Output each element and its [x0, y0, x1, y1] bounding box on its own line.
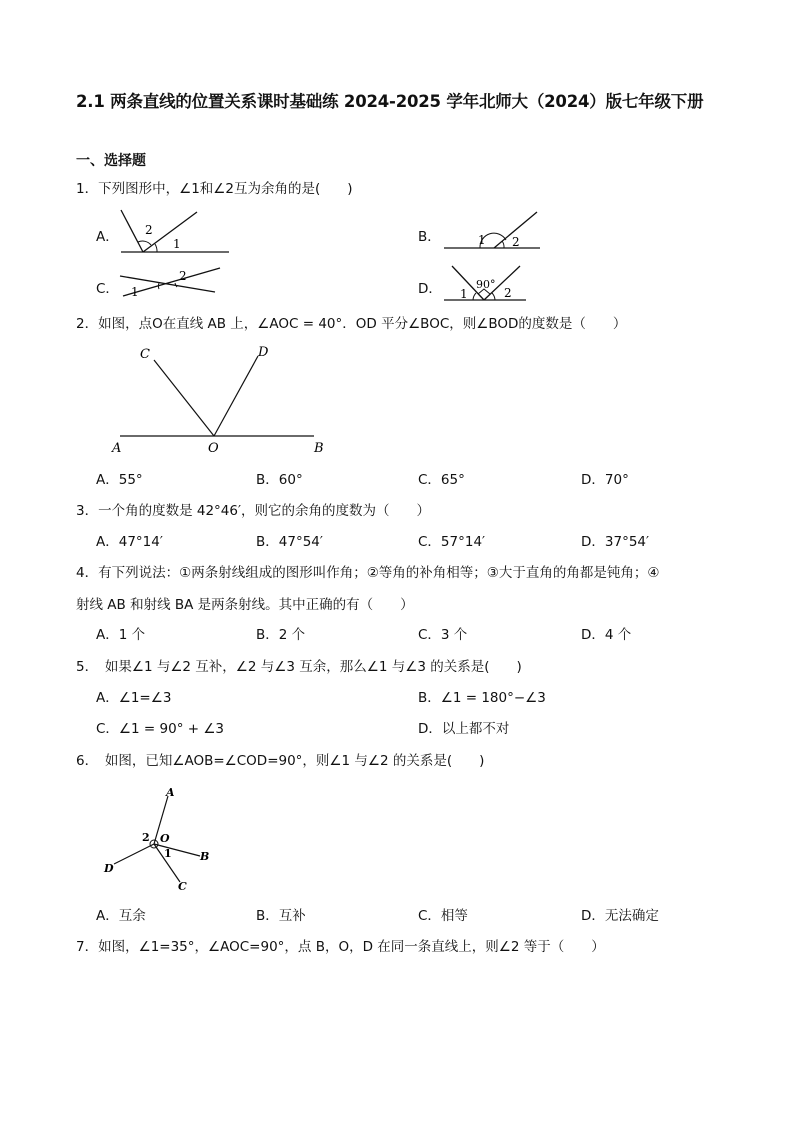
angle-arc-1	[155, 244, 157, 252]
ray-oc	[154, 360, 214, 436]
q6-figure	[96, 782, 226, 898]
angle-label-1: 1	[173, 237, 181, 251]
question-3-stem: 3．一个角的度数是 42°46′，则它的余角的度数为（ ）	[76, 503, 431, 519]
question-6-stem: 6． 如图，已知∠AOB=∠COD=90°，则∠1 与∠2 的关系是( )	[76, 753, 485, 769]
q4-option-a[interactable]: A．1 个	[96, 627, 146, 643]
question-4-stem-line2: 射线 AB 和射线 BA 是两条射线。其中正确的有（ ）	[76, 597, 414, 613]
q5-option-b[interactable]: B．∠1 = 180°−∠3	[418, 690, 546, 706]
q6-option-c[interactable]: C．相等	[418, 908, 468, 924]
q3-option-a[interactable]: A．47°14′	[96, 534, 163, 550]
angle-label-1: 1	[131, 285, 139, 299]
q6-option-b[interactable]: B．互补	[256, 908, 306, 924]
angle-arc-2	[492, 293, 495, 300]
q1-figure-a[interactable]	[115, 206, 235, 258]
angle-label-1: 1	[164, 847, 172, 860]
point-d-label: D	[258, 345, 269, 360]
angle-arc-2	[138, 241, 151, 245]
q2-figure	[104, 340, 334, 456]
point-c-label: C	[178, 880, 187, 893]
q1-figure-d[interactable]	[440, 262, 530, 304]
angle-label-2: 2	[179, 269, 187, 283]
q2-option-c[interactable]: C．65°	[418, 472, 465, 488]
section-heading: 一、选择题	[76, 153, 146, 169]
point-o-label: O	[208, 441, 219, 456]
angle-arc-1	[473, 293, 476, 300]
angle-label-2: 2	[512, 235, 520, 249]
angle-label-1: 1	[460, 287, 468, 301]
q4-option-b[interactable]: B．2 个	[256, 627, 306, 643]
q1-option-d-label[interactable]: D．	[418, 281, 442, 297]
point-b-label: B	[314, 441, 324, 456]
q4-option-c[interactable]: C．3 个	[418, 627, 468, 643]
point-c-label: C	[140, 347, 150, 362]
q1-figure-c[interactable]	[115, 262, 223, 302]
q3-option-d[interactable]: D．37°54′	[581, 534, 650, 550]
angle-arc-2	[502, 241, 504, 248]
angle-label-2: 2	[145, 223, 153, 237]
point-o-label: O	[160, 832, 170, 845]
question-4-stem-line1: 4．有下列说法：①两条射线组成的图形叫作角；②等角的补角相等；③大于直角的角都是钝角；④	[76, 565, 660, 581]
q5-option-a[interactable]: A．∠1=∠3	[96, 690, 172, 706]
q1-figure-b[interactable]	[440, 206, 544, 258]
q5-option-d[interactable]: D．以上都不对	[418, 721, 510, 737]
ray-od	[114, 844, 154, 864]
q3-option-c[interactable]: C．57°14′	[418, 534, 486, 550]
question-5-stem: 5． 如果∠1 与∠2 互补，∠2 与∠3 互余，那么∠1 与∠3 的关系是( )	[76, 659, 522, 675]
q6-option-d[interactable]: D．无法确定	[581, 908, 659, 924]
point-b-label: B	[200, 850, 210, 863]
question-2-stem: 2．如图，点O在直线 AB 上，∠AOC = 40°．OD 平分∠BOC，则∠BOD的度数是（ ）	[76, 316, 627, 332]
document-title: 2.1 两条直线的位置关系课时基础练 2024-2025 学年北师大（2024）版七年级下册	[76, 92, 704, 111]
q2-option-d[interactable]: D．70°	[581, 472, 629, 488]
ray-od	[214, 356, 258, 436]
point-a-label: A	[112, 441, 122, 456]
q6-option-a[interactable]: A．互余	[96, 908, 146, 924]
point-a-label: A	[166, 786, 175, 799]
angle-label-2: 2	[504, 286, 512, 300]
angle-label-2: 2	[142, 831, 150, 844]
question-1-stem: 1．下列图形中，∠1和∠2互为余角的是( )	[76, 181, 353, 197]
q1-option-c-label[interactable]: C．	[96, 281, 119, 297]
q4-option-d[interactable]: D．4 个	[581, 627, 632, 643]
q2-option-a[interactable]: A．55°	[96, 472, 143, 488]
angle-label-1: 1	[478, 233, 486, 247]
q1-option-a-label[interactable]: A．	[96, 229, 119, 245]
question-7-stem: 7．如图，∠1=35°，∠AOC=90°，点 B，O，D 在同一条直线上，则∠2 等于（ ）	[76, 939, 605, 955]
q1-option-b-label[interactable]: B．	[418, 229, 441, 245]
q3-option-b[interactable]: B．47°54′	[256, 534, 323, 550]
q2-option-b[interactable]: B．60°	[256, 472, 303, 488]
angle-label-90: 90°	[476, 278, 496, 291]
point-d-label: D	[104, 862, 114, 875]
ray-left	[121, 210, 143, 252]
q5-option-c[interactable]: C．∠1 = 90° + ∠3	[96, 721, 225, 737]
